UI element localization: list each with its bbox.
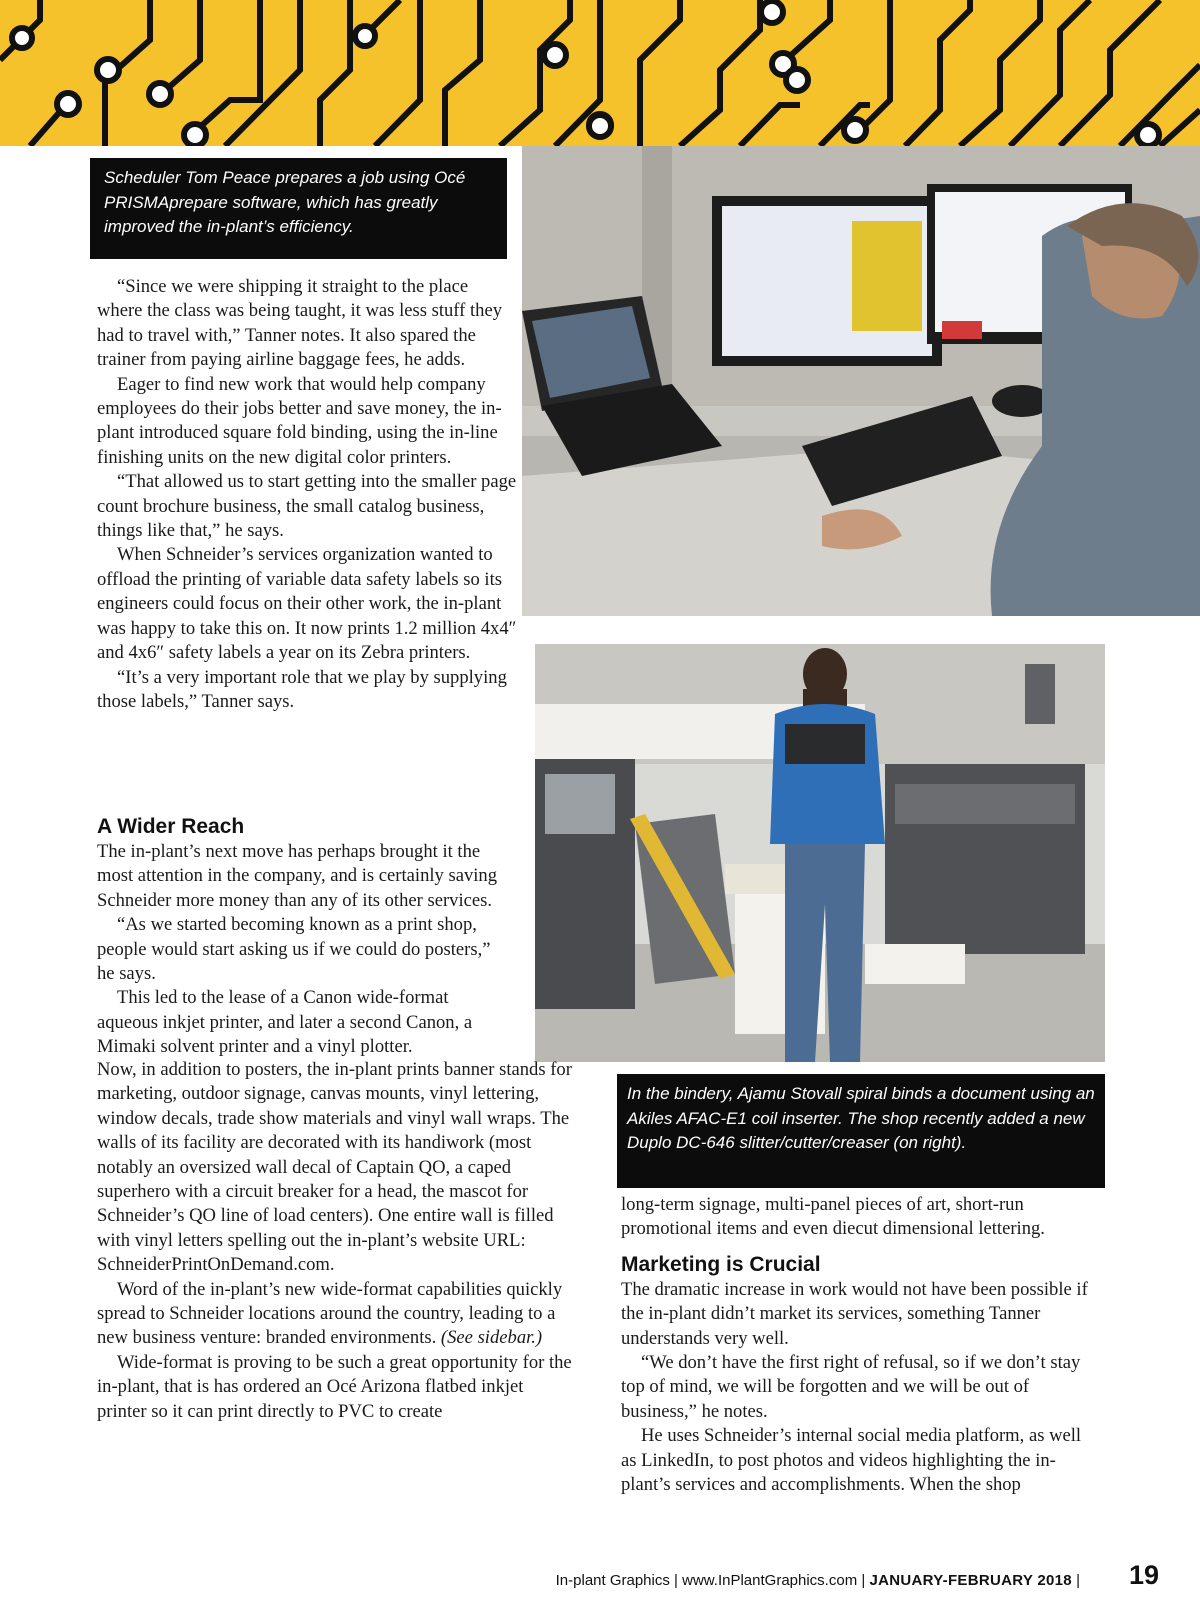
paragraph: This led to the lease of a Canon wide-format aqueous inkjet printer, and later a second Canon, a Mimaki solvent printer and a vinyl plotter.	[97, 987, 473, 1058]
page-number: 19	[1128, 1560, 1159, 1590]
caption-text-bottom: In the bindery, Ajamu Stovall spiral binds a document using an Akiles AFAC-E1 coil inserter. The shop recently added a new Duplo DC-646 slitter/cutter/creaser (on right).	[627, 1084, 1095, 1152]
footer-separator: |	[674, 1572, 678, 1589]
page-footer	[0, 1560, 1200, 1600]
paragraph: The in-plant’s next move has perhaps brought it the most attention in the company, and is certainly saving Schneider more money than any of its other services.	[97, 841, 498, 911]
paragraph: “We don’t have the first right of refusal, so if we don’t stay top of mind, we will be forgotten and we will be out of business,” he notes.	[621, 1352, 1081, 1422]
section-heading-wider-reach: A Wider Reach	[97, 815, 245, 838]
paragraph: “Since we were shipping it straight to the place where the class was being taught, it was less stuff they had to travel with,” Tanner notes. It also spared the trainer from paying airline baggage fees, he adds.	[97, 276, 503, 371]
paragraph: “As we started becoming known as a print shop, people would start asking us if we could do posters,” he says.	[97, 914, 491, 985]
caption-text-top: Scheduler Tom Peace prepares a job using Océ PRISMAprepare software, which has greatly improved the in-plant’s efficiency.	[104, 168, 466, 236]
footer-credit-line	[556, 1572, 1080, 1589]
paragraph: Now, in addition to posters, the in-plant prints banner stands for marketing, outdoor signage, canvas mounts, vinyl lettering, window decals, trade show materials and vinyl wall wraps. The walls of its facility are decorated with its handiwork (most notably an oversized wall decal of Captain QO, a caped superhero with a circuit breaker for a head, the mascot for Schneider’s QO line of load centers). One entire wall is filled with vinyl letters spelling out the in-plant’s website URL: SchneiderPrintOnDemand.com.	[97, 1059, 572, 1276]
paragraph-text: Word of the in-plant’s new wide-format capabilities quickly spread to Schneider locations around the country, leading to a new business venture: branded environments.	[97, 1278, 563, 1349]
workstation-photo-illustration	[522, 146, 1200, 616]
bindery-photo-illustration	[535, 644, 1105, 1062]
photo-workstation	[522, 146, 1200, 616]
photo-bindery	[535, 644, 1105, 1062]
footer-publication: In-plant Graphics	[555, 1572, 670, 1589]
paragraph: long-term signage, multi-panel pieces of art, short-run promotional items and even diecut dimensional lettering.	[621, 1194, 1045, 1240]
photo-caption-bottom	[617, 1074, 1105, 1188]
sidebar-reference: (See sidebar.)	[440, 1327, 543, 1349]
circuit-banner	[0, 0, 1200, 146]
photo-caption-top	[90, 158, 507, 259]
paragraph	[97, 1278, 577, 1351]
footer-separator: |	[861, 1572, 866, 1589]
footer-separator: |	[1076, 1572, 1080, 1589]
paragraph: “It’s a very important role that we play by supplying those labels,” Tanner says.	[97, 666, 507, 712]
article-column-left-upper	[97, 275, 517, 714]
paragraph: When Schneider’s services organization wanted to offload the printing of variable data safety labels so its engineers could focus on their other work, the in-plant was happy to take this on. It now prints 1.2 million 4x4″ and 4x6″ safety labels a year on its Zebra printers.	[97, 544, 517, 664]
article-column-right-lower	[621, 1193, 1100, 1497]
circuit-pattern-graphic	[0, 0, 1200, 146]
paragraph: Wide-format is proving to be such a great opportunity for the in-plant, that is has ordered an Océ Arizona flatbed inkjet printer so it can print directly to PVC to create	[97, 1351, 572, 1422]
article-column-left-lower	[97, 1058, 597, 1424]
footer-url[interactable]: www.InPlantGraphics.com	[682, 1572, 858, 1589]
section-heading-marketing: Marketing is Crucial	[621, 1252, 821, 1276]
footer-issue-date: JANUARY-FEBRUARY 2018	[869, 1572, 1072, 1589]
paragraph: The dramatic increase in work would not have been possible if the in-plant didn’t market its services, something Tanner understands very well.	[621, 1278, 1088, 1349]
paragraph: “That allowed us to start getting into the smaller page count brochure business, the small catalog business, things like that,” he says.	[97, 471, 517, 542]
paragraph: He uses Schneider’s internal social media platform, as well as LinkedIn, to post photos and videos highlighting the in-plant’s services and accomplishments. When the shop	[621, 1425, 1082, 1496]
paragraph: Eager to find new work that would help company employees do their jobs better and save money, the in-plant introduced square fold binding, using the in-line finishing units on the new digital color printers.	[97, 373, 502, 468]
article-section-wider-reach	[97, 814, 507, 1060]
